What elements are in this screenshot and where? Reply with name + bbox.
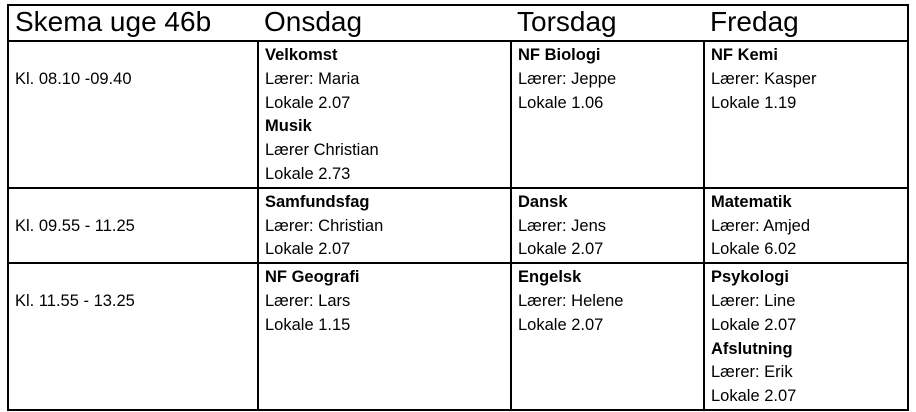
subject-title: Engelsk (518, 268, 582, 287)
header-day-onsdag: Onsdag (258, 5, 511, 41)
header-day-torsdag: Torsdag (511, 5, 704, 41)
lesson-detail-line: Lærer: Jens (518, 216, 607, 235)
lesson-detail-line: Lærer: Christian (265, 216, 384, 235)
subject-title: NF Kemi (711, 46, 778, 64)
lesson-cell (511, 41, 704, 188)
lesson-detail-line: Lokale 2.07 (518, 315, 604, 334)
subject-title: Velkomst (265, 46, 338, 64)
schedule-table (7, 4, 909, 411)
subject-title: Psykologi (711, 268, 789, 287)
subject-title: NF Geografi (265, 268, 360, 287)
lesson-detail-line: Lærer: Kasper (711, 69, 817, 88)
lesson-detail-line: Lokale 2.73 (265, 164, 351, 183)
lesson-detail-line: Lærer: Helene (518, 291, 624, 310)
header-day-fredag: Fredag (704, 5, 908, 41)
lesson-detail-line: Lærer Christian (265, 141, 379, 160)
lesson-detail-line: Lærer: Maria (265, 69, 360, 88)
lesson-detail-line: Lokale 2.07 (711, 387, 797, 406)
lesson-detail-line: Lokale 2.07 (711, 315, 797, 334)
lesson-detail-line: Lokale 1.19 (711, 93, 797, 112)
table-row (8, 41, 908, 188)
lesson-cell (258, 41, 511, 188)
subject-title: Musik (265, 117, 312, 136)
lesson-detail-line: Lærer: Amjed (711, 216, 811, 235)
lesson-cell (258, 188, 511, 263)
lesson-cell (704, 41, 908, 188)
lesson-detail-line: Lokale 2.07 (518, 240, 604, 259)
schedule-title: Skema uge 46b (8, 5, 258, 41)
lesson-detail-line: Lokale 2.07 (265, 240, 351, 259)
table-row (8, 188, 908, 263)
lesson-detail-line: Lærer: Lars (265, 291, 351, 310)
lesson-cell (511, 188, 704, 263)
time-cell: Kl. 08.10 -09.40 (8, 41, 258, 188)
lesson-detail-line: Lokale 6.02 (711, 240, 797, 259)
time-cell: Kl. 11.55 - 13.25 (8, 263, 258, 410)
time-cell: Kl. 09.55 - 11.25 (8, 188, 258, 263)
lesson-cell (511, 263, 704, 410)
subject-title: Samfundsfag (265, 192, 370, 211)
lesson-cell (704, 263, 908, 410)
lesson-detail-line: Lærer: Jeppe (518, 69, 617, 88)
lesson-detail-line: Lokale 2.07 (265, 93, 351, 112)
subject-title: NF Biologi (518, 46, 601, 64)
subject-title: Matematik (711, 192, 792, 211)
lesson-cell (258, 263, 511, 410)
subject-title: Dansk (518, 192, 568, 211)
subject-title: Afslutning (711, 339, 793, 358)
lesson-detail-line: Lokale 1.06 (518, 93, 604, 112)
lesson-cell (704, 188, 908, 263)
lesson-detail-line: Lokale 1.15 (265, 315, 351, 334)
lesson-detail-line: Lærer: Line (711, 291, 796, 310)
table-row (8, 263, 908, 410)
lesson-detail-line: Lærer: Erik (711, 363, 793, 382)
header-row (8, 5, 908, 41)
